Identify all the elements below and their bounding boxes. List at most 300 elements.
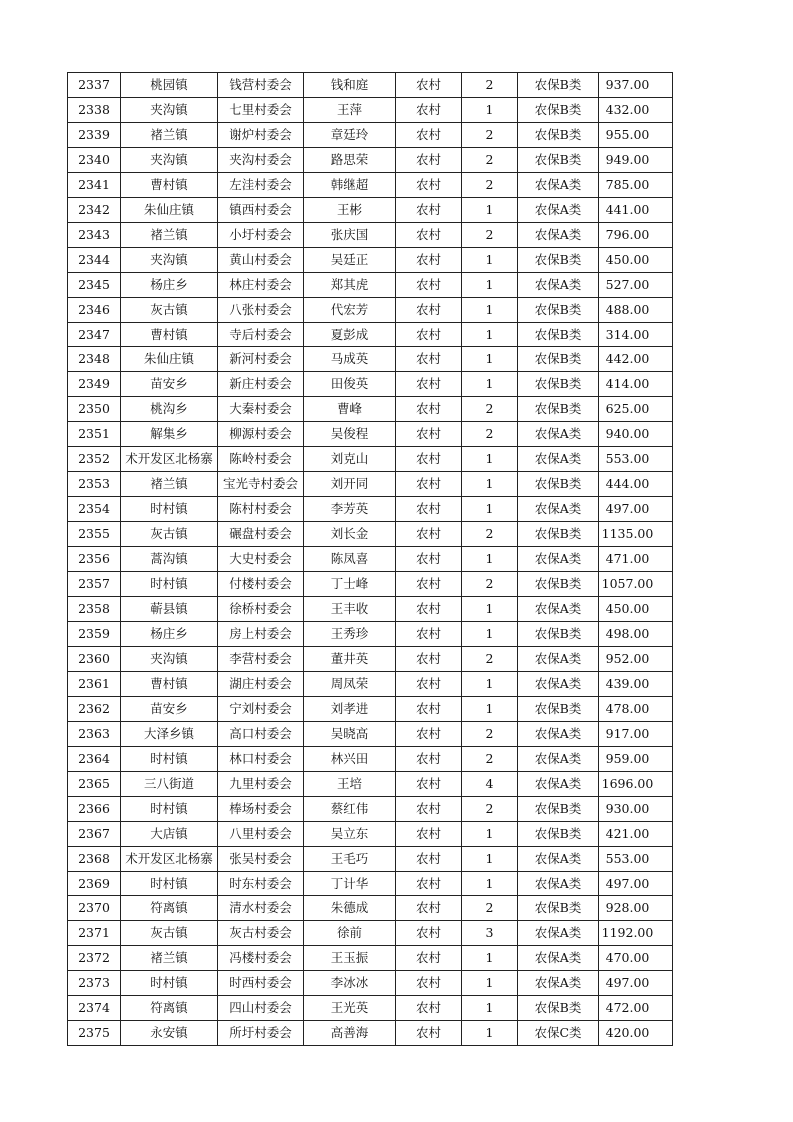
table-row [68,422,673,447]
cell-name: 王丰收 [304,597,396,622]
cell-id: 2366 [68,796,121,821]
cell-village: 四山村委会 [218,996,304,1021]
cell-id: 2349 [68,372,121,397]
cell-amount: 930.00 [599,796,673,821]
cell-name: 王彬 [304,197,396,222]
table-row [68,322,673,347]
table-row [68,597,673,622]
cell-name: 朱德成 [304,896,396,921]
cell-id: 2369 [68,871,121,896]
cell-count: 1 [462,197,518,222]
cell-category: 农保A类 [518,846,599,871]
table-row [68,821,673,846]
cell-category: 农保A类 [518,547,599,572]
cell-village: 夹沟村委会 [218,147,304,172]
cell-count: 1 [462,671,518,696]
cell-village: 时东村委会 [218,871,304,896]
cell-village: 张吴村委会 [218,846,304,871]
cell-name: 李芳英 [304,497,396,522]
cell-township: 时村镇 [121,871,218,896]
cell-category: 农保B类 [518,397,599,422]
cell-township: 时村镇 [121,572,218,597]
cell-count: 2 [462,646,518,671]
cell-name: 代宏芳 [304,297,396,322]
cell-name: 刘长金 [304,522,396,547]
cell-category: 农保A类 [518,971,599,996]
cell-village: 小圩村委会 [218,222,304,247]
cell-village: 清水村委会 [218,896,304,921]
cell-township: 夹沟镇 [121,247,218,272]
cell-category: 农保B类 [518,522,599,547]
cell-count: 1 [462,322,518,347]
cell-township: 夹沟镇 [121,147,218,172]
cell-id: 2341 [68,172,121,197]
cell-area-type: 农村 [396,372,462,397]
cell-name: 丁士峰 [304,572,396,597]
table-row [68,372,673,397]
cell-category: 农保A类 [518,871,599,896]
cell-village: 时西村委会 [218,971,304,996]
table-row [68,646,673,671]
cell-count: 1 [462,846,518,871]
cell-id: 2348 [68,347,121,372]
table-row [68,73,673,98]
cell-area-type: 农村 [396,222,462,247]
cell-count: 1 [462,696,518,721]
cell-area-type: 农村 [396,671,462,696]
cell-category: 农保A类 [518,597,599,622]
table-row [68,97,673,122]
cell-township: 术开发区北杨寨 [121,447,218,472]
cell-area-type: 农村 [396,971,462,996]
cell-area-type: 农村 [396,497,462,522]
table-row [68,946,673,971]
cell-name: 林兴田 [304,746,396,771]
cell-category: 农保A类 [518,172,599,197]
cell-area-type: 农村 [396,547,462,572]
cell-township: 永安镇 [121,1021,218,1046]
table-row [68,172,673,197]
cell-township: 大泽乡镇 [121,721,218,746]
cell-id: 2360 [68,646,121,671]
data-table [67,72,673,1046]
cell-area-type: 农村 [396,1021,462,1046]
cell-amount: 442.00 [599,347,673,372]
cell-count: 1 [462,946,518,971]
cell-area-type: 农村 [396,122,462,147]
cell-category: 农保A类 [518,422,599,447]
cell-name: 丁计华 [304,871,396,896]
cell-township: 灰古镇 [121,297,218,322]
cell-village: 宝光寺村委会 [218,472,304,497]
cell-id: 2372 [68,946,121,971]
cell-id: 2344 [68,247,121,272]
table-row [68,896,673,921]
cell-amount: 420.00 [599,1021,673,1046]
cell-count: 1 [462,821,518,846]
cell-amount: 444.00 [599,472,673,497]
cell-name: 董井英 [304,646,396,671]
cell-count: 1 [462,447,518,472]
cell-name: 刘开同 [304,472,396,497]
cell-id: 2358 [68,597,121,622]
cell-township: 蒿沟镇 [121,547,218,572]
cell-township: 时村镇 [121,497,218,522]
cell-name: 蔡红伟 [304,796,396,821]
cell-count: 2 [462,147,518,172]
cell-village: 高口村委会 [218,721,304,746]
cell-township: 杨庄乡 [121,621,218,646]
cell-area-type: 农村 [396,522,462,547]
cell-id: 2343 [68,222,121,247]
cell-township: 大店镇 [121,821,218,846]
cell-name: 曹峰 [304,397,396,422]
cell-township: 三八街道 [121,771,218,796]
cell-amount: 949.00 [599,147,673,172]
cell-village: 寺后村委会 [218,322,304,347]
cell-count: 1 [462,621,518,646]
table-row [68,771,673,796]
table-row [68,996,673,1021]
cell-name: 田俊英 [304,372,396,397]
cell-village: 李营村委会 [218,646,304,671]
cell-amount: 471.00 [599,547,673,572]
cell-area-type: 农村 [396,646,462,671]
cell-area-type: 农村 [396,946,462,971]
cell-village: 钱营村委会 [218,73,304,98]
cell-name: 路思荣 [304,147,396,172]
cell-category: 农保A类 [518,646,599,671]
cell-count: 1 [462,247,518,272]
cell-category: 农保C类 [518,1021,599,1046]
cell-area-type: 农村 [396,147,462,172]
cell-id: 2347 [68,322,121,347]
cell-amount: 796.00 [599,222,673,247]
cell-township: 曹村镇 [121,671,218,696]
table-row [68,247,673,272]
cell-category: 农保B类 [518,147,599,172]
cell-amount: 414.00 [599,372,673,397]
cell-category: 农保B类 [518,247,599,272]
cell-area-type: 农村 [396,846,462,871]
cell-township: 朱仙庄镇 [121,197,218,222]
cell-amount: 432.00 [599,97,673,122]
cell-amount: 527.00 [599,272,673,297]
cell-village: 房上村委会 [218,621,304,646]
cell-name: 吴廷正 [304,247,396,272]
cell-amount: 421.00 [599,821,673,846]
cell-id: 2339 [68,122,121,147]
cell-category: 农保B类 [518,372,599,397]
cell-township: 苗安乡 [121,372,218,397]
table-row [68,671,673,696]
cell-count: 2 [462,222,518,247]
cell-category: 农保A类 [518,497,599,522]
cell-amount: 959.00 [599,746,673,771]
cell-category: 农保B类 [518,347,599,372]
cell-village: 七里村委会 [218,97,304,122]
cell-township: 蕲县镇 [121,597,218,622]
cell-area-type: 农村 [396,397,462,422]
cell-area-type: 农村 [396,597,462,622]
cell-amount: 488.00 [599,297,673,322]
cell-count: 1 [462,272,518,297]
table-row [68,746,673,771]
table-row [68,397,673,422]
cell-township: 褚兰镇 [121,222,218,247]
cell-id: 2346 [68,297,121,322]
cell-name: 刘克山 [304,447,396,472]
cell-township: 时村镇 [121,796,218,821]
cell-amount: 1057.00 [599,572,673,597]
cell-area-type: 农村 [396,621,462,646]
cell-area-type: 农村 [396,247,462,272]
cell-count: 2 [462,172,518,197]
cell-area-type: 农村 [396,272,462,297]
cell-amount: 952.00 [599,646,673,671]
table-body [68,73,673,1046]
cell-area-type: 农村 [396,796,462,821]
cell-township: 曹村镇 [121,322,218,347]
cell-count: 3 [462,921,518,946]
cell-area-type: 农村 [396,97,462,122]
cell-id: 2367 [68,821,121,846]
cell-category: 农保A类 [518,671,599,696]
cell-category: 农保B类 [518,73,599,98]
cell-name: 李冰冰 [304,971,396,996]
cell-count: 2 [462,746,518,771]
cell-count: 1 [462,871,518,896]
cell-id: 2361 [68,671,121,696]
cell-township: 术开发区北杨寨 [121,846,218,871]
table-row [68,796,673,821]
cell-village: 大史村委会 [218,547,304,572]
cell-id: 2368 [68,846,121,871]
cell-count: 1 [462,996,518,1021]
cell-area-type: 农村 [396,821,462,846]
cell-village: 所圩村委会 [218,1021,304,1046]
cell-village: 付楼村委会 [218,572,304,597]
cell-village: 新庄村委会 [218,372,304,397]
cell-category: 农保A类 [518,721,599,746]
cell-area-type: 农村 [396,771,462,796]
cell-amount: 439.00 [599,671,673,696]
cell-area-type: 农村 [396,746,462,771]
cell-amount: 441.00 [599,197,673,222]
cell-id: 2362 [68,696,121,721]
cell-township: 苗安乡 [121,696,218,721]
cell-count: 1 [462,547,518,572]
cell-name: 吴立东 [304,821,396,846]
cell-area-type: 农村 [396,572,462,597]
cell-township: 符离镇 [121,896,218,921]
cell-amount: 917.00 [599,721,673,746]
cell-village: 左洼村委会 [218,172,304,197]
table-row [68,497,673,522]
cell-count: 1 [462,372,518,397]
cell-name: 夏彭成 [304,322,396,347]
cell-amount: 785.00 [599,172,673,197]
cell-village: 碾盘村委会 [218,522,304,547]
cell-id: 2338 [68,97,121,122]
cell-count: 1 [462,597,518,622]
cell-name: 徐前 [304,921,396,946]
cell-count: 1 [462,1021,518,1046]
cell-count: 1 [462,971,518,996]
cell-id: 2365 [68,771,121,796]
cell-village: 大秦村委会 [218,397,304,422]
cell-amount: 625.00 [599,397,673,422]
table-row [68,297,673,322]
cell-category: 农保B类 [518,297,599,322]
cell-amount: 937.00 [599,73,673,98]
cell-name: 王培 [304,771,396,796]
cell-area-type: 农村 [396,696,462,721]
cell-amount: 450.00 [599,597,673,622]
table-row [68,272,673,297]
cell-id: 2337 [68,73,121,98]
cell-category: 农保A类 [518,197,599,222]
cell-village: 新河村委会 [218,347,304,372]
cell-id: 2353 [68,472,121,497]
cell-count: 1 [462,497,518,522]
cell-name: 刘孝进 [304,696,396,721]
cell-amount: 1135.00 [599,522,673,547]
cell-township: 桃沟乡 [121,397,218,422]
cell-category: 农保A类 [518,746,599,771]
cell-amount: 940.00 [599,422,673,447]
cell-village: 徐桥村委会 [218,597,304,622]
cell-township: 朱仙庄镇 [121,347,218,372]
cell-amount: 497.00 [599,871,673,896]
cell-category: 农保A类 [518,272,599,297]
cell-id: 2354 [68,497,121,522]
table-row [68,447,673,472]
cell-category: 农保B类 [518,97,599,122]
cell-village: 林庄村委会 [218,272,304,297]
cell-count: 2 [462,73,518,98]
cell-id: 2374 [68,996,121,1021]
cell-area-type: 农村 [396,347,462,372]
cell-village: 八里村委会 [218,821,304,846]
cell-village: 谢炉村委会 [218,122,304,147]
table-row [68,547,673,572]
cell-village: 灰古村委会 [218,921,304,946]
cell-category: 农保B类 [518,621,599,646]
cell-id: 2363 [68,721,121,746]
cell-township: 灰古镇 [121,522,218,547]
cell-village: 棒场村委会 [218,796,304,821]
cell-township: 褚兰镇 [121,472,218,497]
cell-count: 2 [462,522,518,547]
cell-amount: 498.00 [599,621,673,646]
cell-area-type: 农村 [396,896,462,921]
cell-village: 湖庄村委会 [218,671,304,696]
cell-category: 农保B类 [518,122,599,147]
cell-area-type: 农村 [396,921,462,946]
cell-township: 符离镇 [121,996,218,1021]
cell-name: 陈凤喜 [304,547,396,572]
cell-township: 褚兰镇 [121,946,218,971]
cell-amount: 470.00 [599,946,673,971]
cell-id: 2340 [68,147,121,172]
cell-name: 王秀珍 [304,621,396,646]
cell-name: 章廷玲 [304,122,396,147]
cell-count: 2 [462,397,518,422]
cell-count: 2 [462,422,518,447]
cell-village: 柳源村委会 [218,422,304,447]
cell-id: 2352 [68,447,121,472]
cell-name: 张庆国 [304,222,396,247]
cell-amount: 314.00 [599,322,673,347]
cell-amount: 472.00 [599,996,673,1021]
cell-amount: 955.00 [599,122,673,147]
cell-category: 农保B类 [518,821,599,846]
cell-id: 2345 [68,272,121,297]
cell-name: 郑其虎 [304,272,396,297]
cell-area-type: 农村 [396,472,462,497]
document-sheet [67,72,672,1046]
cell-count: 2 [462,796,518,821]
cell-id: 2373 [68,971,121,996]
cell-id: 2357 [68,572,121,597]
cell-count: 1 [462,472,518,497]
table-row [68,696,673,721]
cell-area-type: 农村 [396,73,462,98]
table-row [68,721,673,746]
cell-area-type: 农村 [396,297,462,322]
cell-amount: 497.00 [599,971,673,996]
cell-name: 王毛巧 [304,846,396,871]
table-row [68,222,673,247]
cell-category: 农保B类 [518,896,599,921]
cell-id: 2359 [68,621,121,646]
cell-category: 农保A类 [518,771,599,796]
cell-category: 农保A类 [518,447,599,472]
table-row [68,522,673,547]
table-row [68,871,673,896]
cell-category: 农保A类 [518,946,599,971]
cell-count: 2 [462,572,518,597]
cell-name: 高善海 [304,1021,396,1046]
cell-township: 时村镇 [121,746,218,771]
cell-amount: 1696.00 [599,771,673,796]
cell-township: 解集乡 [121,422,218,447]
cell-category: 农保A类 [518,222,599,247]
cell-count: 2 [462,721,518,746]
cell-village: 陈村村委会 [218,497,304,522]
cell-category: 农保B类 [518,472,599,497]
cell-name: 王玉振 [304,946,396,971]
table-row [68,147,673,172]
cell-village: 宁刘村委会 [218,696,304,721]
cell-township: 灰古镇 [121,921,218,946]
table-row [68,572,673,597]
cell-name: 王光英 [304,996,396,1021]
cell-category: 农保A类 [518,921,599,946]
cell-count: 1 [462,97,518,122]
table-row [68,971,673,996]
cell-amount: 478.00 [599,696,673,721]
table-row [68,1021,673,1046]
cell-name: 王萍 [304,97,396,122]
table-row [68,921,673,946]
cell-amount: 553.00 [599,447,673,472]
cell-category: 农保B类 [518,996,599,1021]
cell-village: 镇西村委会 [218,197,304,222]
cell-township: 夹沟镇 [121,646,218,671]
table-row [68,347,673,372]
